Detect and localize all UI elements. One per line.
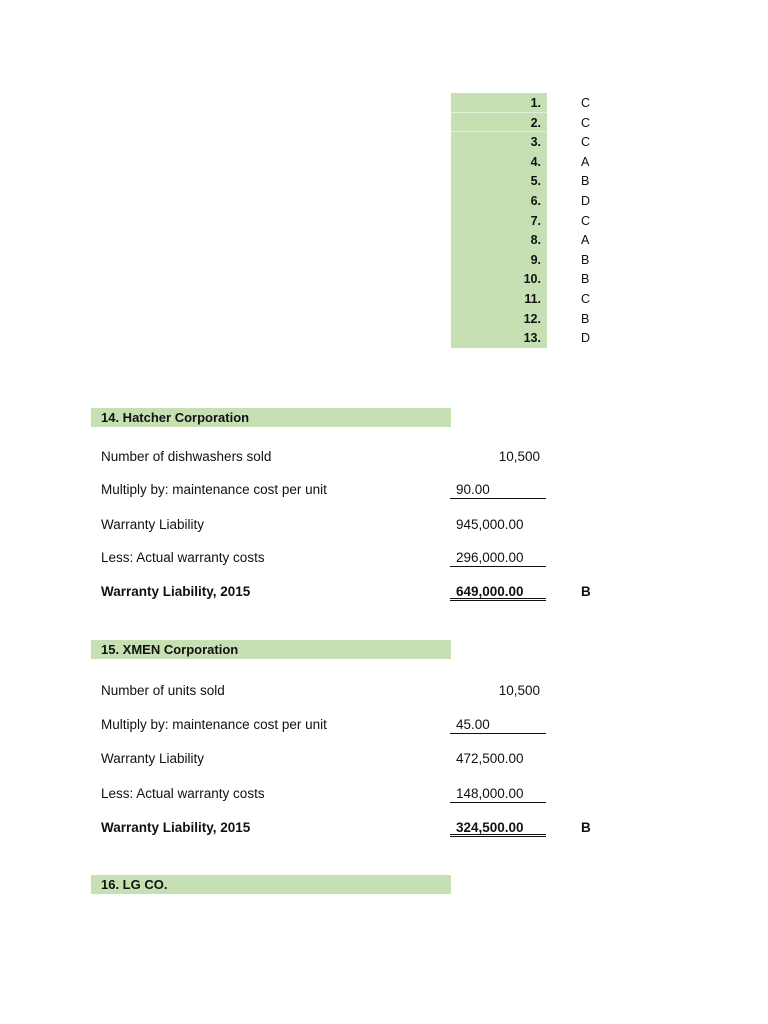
- section-header-hatcher: 14. Hatcher Corporation: [91, 408, 451, 427]
- item-answer: D: [581, 331, 591, 346]
- row-amount: 649,000.00: [450, 581, 546, 601]
- item-number: 13.: [451, 328, 547, 348]
- row-amount: 472,500.00: [456, 751, 524, 766]
- answer-key-row: [451, 211, 611, 231]
- item-answer: B: [581, 272, 590, 287]
- calc-row-units-sold: [91, 446, 611, 468]
- section-header-xmen: 15. XMEN Corporation: [91, 640, 451, 659]
- calc-row-total: [91, 581, 611, 603]
- answer-key-row: [451, 309, 611, 329]
- answer-key-row: [451, 328, 611, 348]
- answer-key-row: [451, 230, 611, 250]
- row-amount: 945,000.00: [456, 517, 524, 532]
- row-amount: 324,500.00: [450, 817, 546, 837]
- item-answer: B: [581, 252, 590, 267]
- item-answer: B: [581, 174, 590, 189]
- answer-letter: B: [581, 584, 591, 599]
- row-label: Number of dishwashers sold: [101, 449, 272, 464]
- item-number: 4.: [451, 152, 547, 172]
- answer-key-row: [451, 250, 611, 270]
- item-number: 3.: [451, 132, 547, 152]
- row-label: Number of units sold: [101, 683, 225, 698]
- answer-key-row: [451, 113, 611, 133]
- item-number: 1.: [451, 93, 547, 113]
- row-label: Warranty Liability, 2015: [101, 584, 251, 599]
- item-number: 9.: [451, 250, 547, 270]
- item-number: 10.: [451, 269, 547, 289]
- calc-row-actual-costs: [91, 547, 611, 569]
- row-label: Less: Actual warranty costs: [101, 786, 265, 801]
- answer-key-row: [451, 191, 611, 211]
- row-amount: 148,000.00: [450, 783, 546, 803]
- answer-key-row: [451, 269, 611, 289]
- item-answer: B: [581, 311, 590, 326]
- item-number: 12.: [451, 309, 547, 329]
- section-header-lg: 16. LG CO.: [91, 875, 451, 894]
- item-number: 2.: [451, 113, 547, 133]
- answer-key-row: [451, 152, 611, 172]
- item-answer: C: [581, 213, 591, 228]
- item-number: 7.: [451, 211, 547, 231]
- item-number: 6.: [451, 191, 547, 211]
- row-amount: 90.00: [450, 479, 546, 499]
- calc-row-warranty-liability: [91, 514, 611, 536]
- row-amount: 296,000.00: [450, 547, 546, 567]
- row-label: Warranty Liability, 2015: [101, 820, 251, 835]
- answer-letter: B: [581, 820, 591, 835]
- item-number: 11.: [451, 289, 547, 309]
- item-number: 5.: [451, 171, 547, 191]
- row-amount: 10,500: [498, 449, 540, 464]
- item-number: 8.: [451, 230, 547, 250]
- item-answer: D: [581, 193, 591, 208]
- item-answer: C: [581, 96, 591, 110]
- row-amount: 10,500: [498, 683, 540, 698]
- answer-key: [451, 93, 611, 348]
- row-label: Multiply by: maintenance cost per unit: [101, 717, 327, 732]
- item-answer: A: [581, 154, 590, 169]
- row-label: Multiply by: maintenance cost per unit: [101, 482, 327, 497]
- row-label: Warranty Liability: [101, 751, 205, 766]
- answer-key-row: [451, 132, 611, 152]
- row-label: Warranty Liability: [101, 517, 205, 532]
- item-answer: A: [581, 233, 590, 248]
- calc-row-cost-per-unit: [91, 714, 611, 736]
- row-label: Less: Actual warranty costs: [101, 550, 265, 565]
- item-answer: C: [581, 115, 591, 130]
- calc-row-cost-per-unit: [91, 479, 611, 501]
- calc-row-units-sold: [91, 680, 611, 702]
- answer-key-row: [451, 93, 611, 113]
- answer-key-row: [451, 289, 611, 309]
- calc-row-actual-costs: [91, 783, 611, 805]
- answer-key-row: [451, 171, 611, 191]
- row-amount: 45.00: [450, 714, 546, 734]
- calc-row-total: [91, 817, 611, 839]
- calc-row-warranty-liability: [91, 748, 611, 770]
- item-answer: C: [581, 135, 591, 150]
- item-answer: C: [581, 291, 591, 306]
